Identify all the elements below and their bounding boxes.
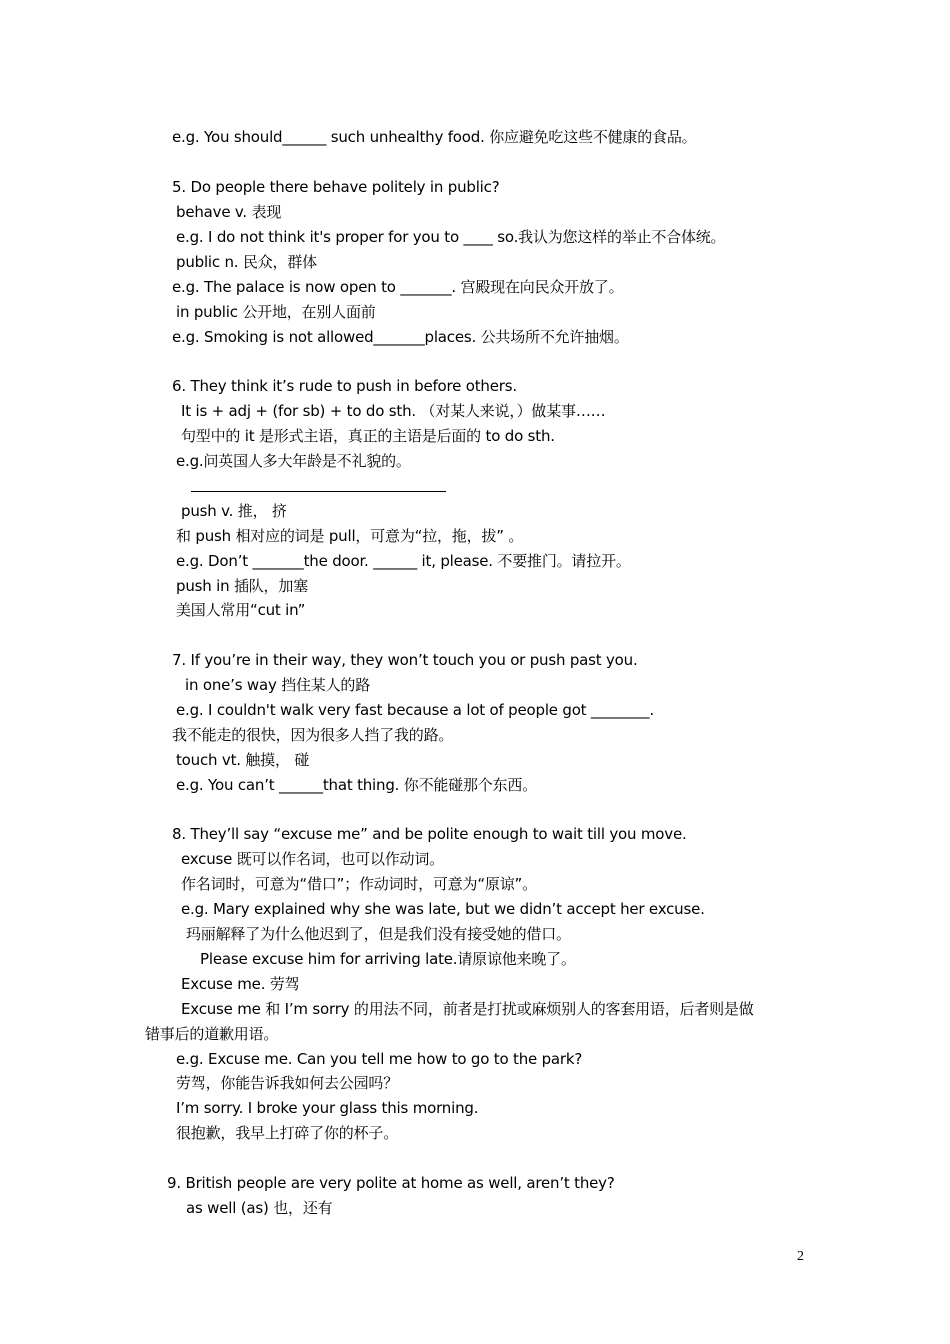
line-12: e.g.问英国人多大年龄是不礼貌的。	[176, 452, 411, 470]
line-20: e.g. I couldn't walk very fast because a lot of people got ________.	[176, 701, 654, 719]
line-01: e.g. You should______ such unhealthy food. 你应避免吃这些不健康的食品。	[172, 128, 697, 146]
answer-blank-rule	[191, 491, 446, 492]
line-02: 5. Do people there behave politely in public?	[172, 178, 500, 196]
line-37: 9. British people are very polite at home as well, aren’t they?	[167, 1174, 615, 1192]
line-33: e.g. Excuse me. Can you tell me how to go to the park?	[176, 1050, 583, 1068]
line-31: Excuse me 和 I’m sorry 的用法不同，前者是打扰或麻烦别人的客套用语，后者则是做	[181, 1000, 754, 1018]
line-19: in one’s way 挡住某人的路	[185, 676, 371, 694]
line-32: 错事后的道歉用语。	[145, 1025, 279, 1043]
line-36: 很抱歉，我早上打碎了你的杯子。	[176, 1124, 399, 1142]
line-15: e.g. Don’t _______the door. ______ it, please. 不要推门。请拉开。	[176, 552, 631, 570]
line-23: e.g. You can’t ______that thing. 你不能碰那个东西。	[176, 776, 537, 794]
line-22: touch vt. 触摸， 碰	[176, 751, 310, 769]
line-04: e.g. I do not think it's proper for you to ____ so.我认为您这样的举止不合体统。	[176, 228, 726, 246]
line-10: It is + adj + (for sb) + to do sth. （对某人来说，）做某事……	[181, 402, 606, 420]
line-27: e.g. Mary explained why she was late, but we didn’t accept her excuse.	[181, 900, 705, 918]
line-38: as well (as) 也，还有	[186, 1199, 333, 1217]
line-29: Please excuse him for arriving late.请原谅他来晚了。	[200, 950, 576, 968]
page-number: 2	[797, 1249, 804, 1264]
line-03: behave v. 表现	[176, 203, 282, 221]
line-24: 8. They’ll say “excuse me” and be polite enough to wait till you move.	[172, 825, 687, 843]
line-17: 美国人常用“cut in”	[176, 601, 306, 619]
line-14: 和 push 相对应的词是 pull，可意为“拉，拖，拔” 。	[176, 527, 524, 545]
line-07: in public 公开地，在别人面前	[176, 303, 376, 321]
line-21: 我不能走的很快，因为很多人挡了我的路。	[172, 726, 454, 744]
line-28: 玛丽解释了为什么他迟到了，但是我们没有接受她的借口。	[186, 925, 571, 943]
line-13: push v. 推， 挤	[181, 502, 287, 520]
line-08: e.g. Smoking is not allowed_______places. 公共场所不允许抽烟。	[172, 328, 629, 346]
line-09: 6. They think it’s rude to push in before others.	[172, 377, 517, 395]
line-26: 作名词时，可意为“借口”；作动词时，可意为“原谅”。	[181, 875, 537, 893]
line-05: public n. 民众，群体	[176, 253, 317, 271]
line-30: Excuse me. 劳驾	[181, 975, 300, 993]
line-18: 7. If you’re in their way, they won’t touch you or push past you.	[172, 651, 638, 669]
line-16: push in 插队，加塞	[176, 577, 308, 595]
line-11: 句型中的 it 是形式主语，真正的主语是后面的 to do sth.	[181, 427, 555, 445]
line-06: e.g. The palace is now open to _______. 宫殿现在向民众开放了。	[172, 278, 624, 296]
line-25: excuse 既可以作名词，也可以作动词。	[181, 850, 444, 868]
line-35: I’m sorry. I broke your glass this morning.	[176, 1099, 479, 1117]
line-34: 劳驾，你能告诉我如何去公园吗？	[176, 1074, 399, 1092]
